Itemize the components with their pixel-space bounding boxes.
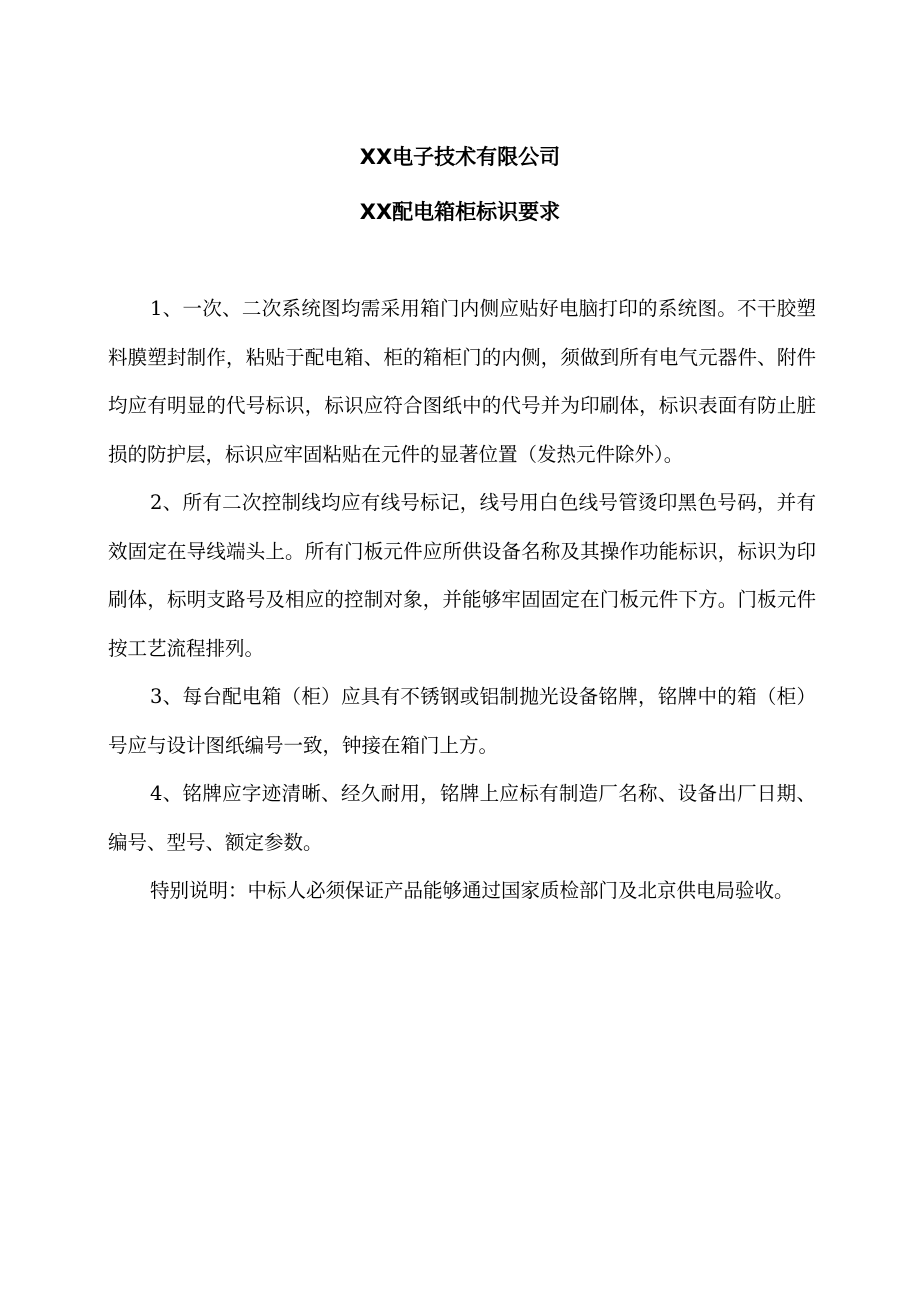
paragraph-2: 2、所有二次控制线均应有线号标记，线号用白色线号管烫印黑色号码，并有效固定在导线端头上。所有门板元件应所供设备名称及其操作功能标识，标识为印刷体，标明支路号及相应的控制对象，并能够牢固固定在门板元件下方。门板元件按工艺流程排列。 bbox=[108, 491, 816, 660]
document-title: XX配电箱柜标识要求 bbox=[359, 200, 561, 224]
company-title: XX电子技术有限公司 bbox=[359, 145, 561, 169]
paragraph-1: 1、一次、二次系统图均需采用箱门内侧应贴好电脑打印的系统图。不干胶塑料膜塑封制作，粘贴于配电箱、柜的箱柜门的内侧，须做到所有电气元器件、附件均应有明显的代号标识，标识应符合图纸中的代号并为印刷体，标识表面有防止脏损的防护层，标识应牢固粘贴在元件的显著位置（发热元件除外）。 bbox=[108, 297, 816, 466]
document-body bbox=[108, 285, 816, 916]
paragraph-3: 3、每台配电箱（柜）应具有不锈钢或铝制抛光设备铭牌，铭牌中的箱（柜）号应与设计图纸编号一致，钟接在箱门上方。 bbox=[108, 685, 816, 757]
special-note: 特别说明：中标人必须保证产品能够通过国家质检部门及北京供电局验收。 bbox=[150, 879, 794, 902]
paragraph-4: 4、铭牌应字迹清晰、经久耐用，铭牌上应标有制造厂名称、设备出厂日期、编号、型号、额定参数。 bbox=[108, 782, 816, 854]
